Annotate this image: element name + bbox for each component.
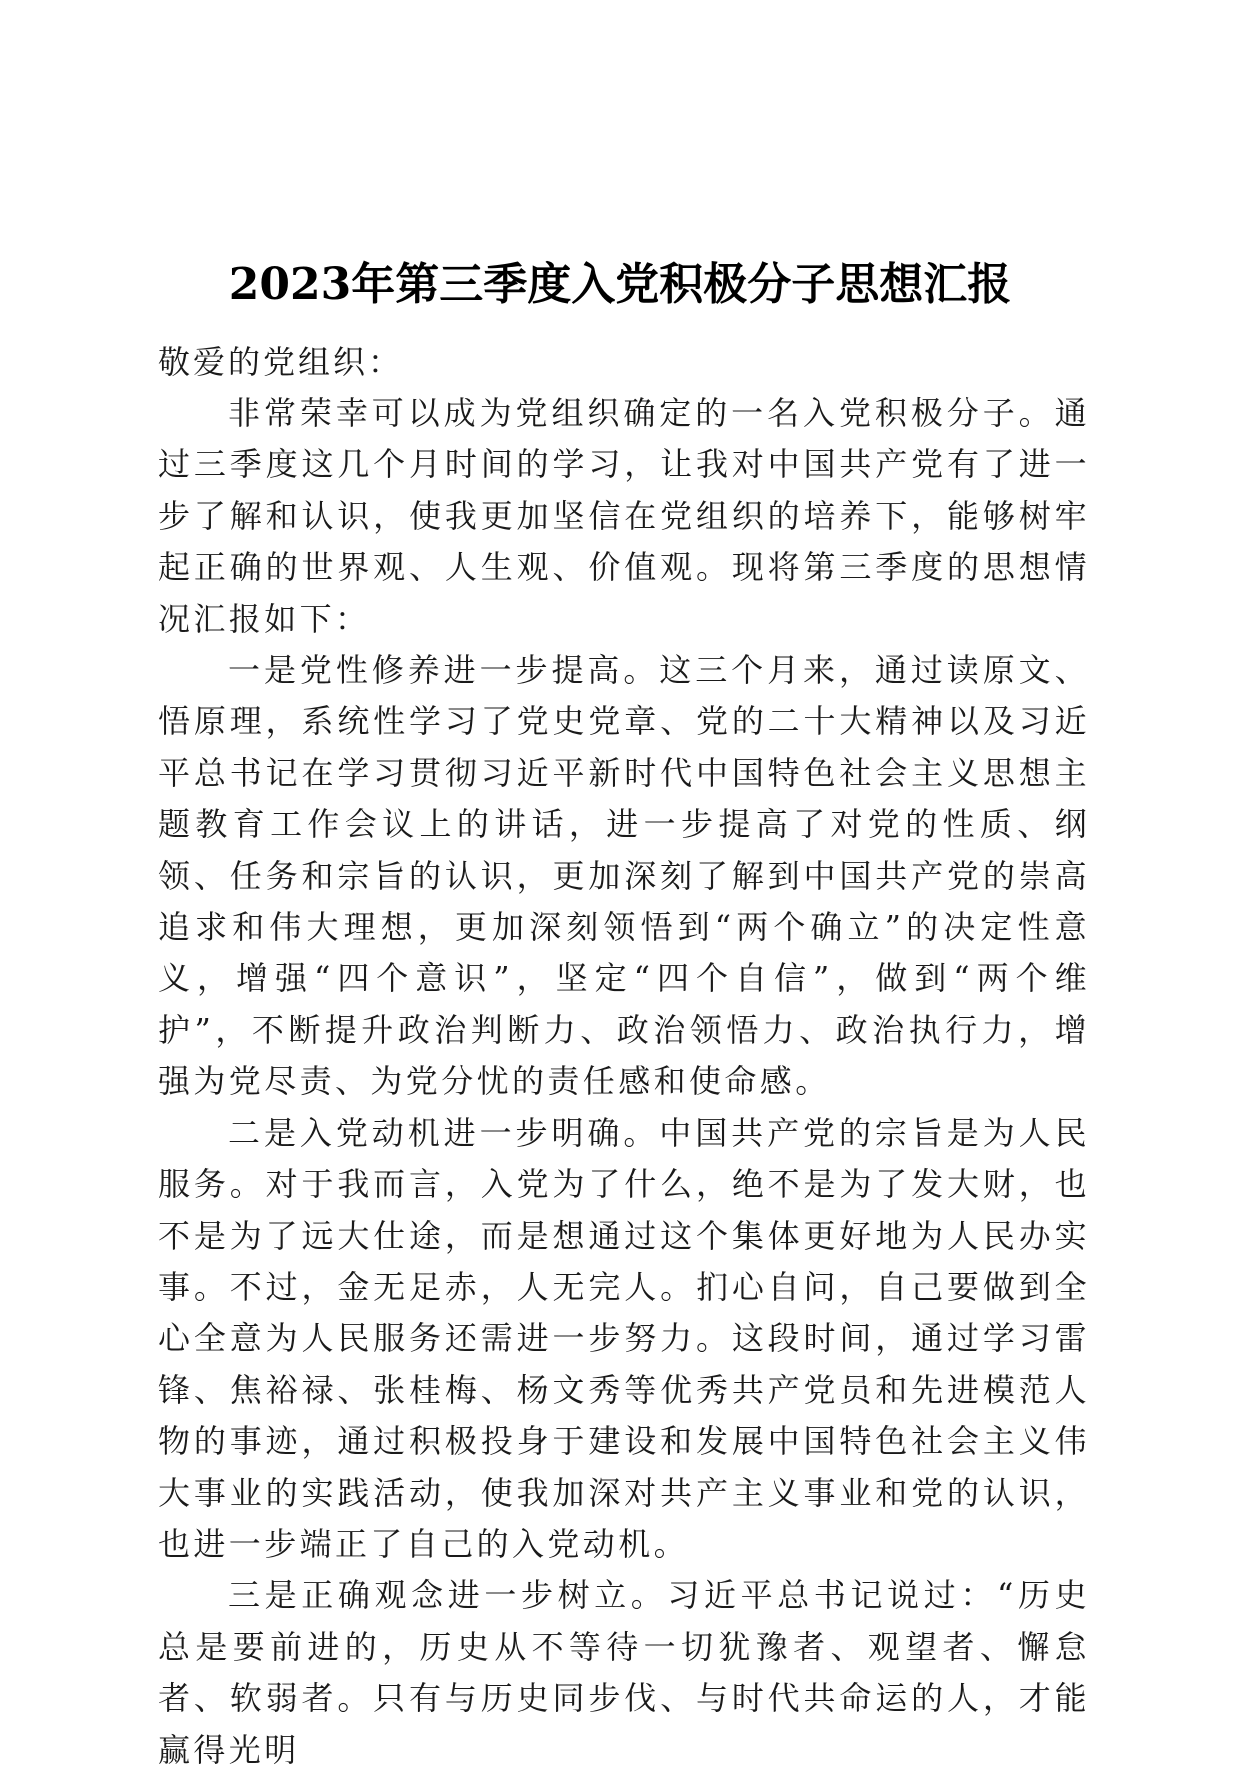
paragraph-party-spirit: 一是党性修养进一步提高。这三个月来，通过读原文、悟原理，系统性学习了党史党章、党的二十大精神以及习近平总书记在学习贯彻习近平新时代中国特色社会主义思想主题教育工作会议上的讲话，进一步提高了对党的性质、纲领、任务和宗旨的认识，更加深刻了解到中国共产党的崇高追求和伟大理想，更加深刻领悟到“两个确立”的决定性意义，增强“四个意识”，坚定“四个自信”，做到“两个维护”，不断提升政治判断力、政治领悟力、政治执行力，增强为党尽责、为党分忧的责任感和使命感。 xyxy=(158,651,1090,1101)
paragraph-correct-concepts: 三是正确观念进一步树立。习近平总书记说过：“历史总是要前进的，历史从不等待一切犹豫者、观望者、懈怠者、软弱者。只有与历史同步伐、与时代共命运的人，才能赢得光明 xyxy=(158,1576,1090,1769)
paragraph-intro: 非常荣幸可以成为党组织确定的一名入党积极分子。通过三季度这几个月时间的学习，让我对中国共产党有了进一步了解和认识，使我更加坚信在党组织的培养下，能够树牢起正确的世界观、人生观、价值观。现将第三季度的思想情况汇报如下： xyxy=(158,394,1090,638)
paragraph-motivation: 二是入党动机进一步明确。中国共产党的宗旨是为人民服务。对于我而言，入党为了什么，绝不是为了发大财，也不是为了远大仕途，而是想通过这个集体更好地为人民办实事。不过，金无足赤，人无完人。扪心自问，自己要做到全心全意为人民服务还需进一步努力。这段时间，通过学习雷锋、焦裕禄、张桂梅、杨文秀等优秀共产党员和先进模范人物的事迹，通过积极投身于建设和发展中国特色社会主义伟大事业的实践活动，使我加深对共产主义事业和党的认识，也进一步端正了自己的入党动机。 xyxy=(158,1113,1090,1563)
salutation: 敬爱的党组织： xyxy=(158,343,404,381)
document-body xyxy=(158,337,1090,1776)
document-title: 2023年第三季度入党积极分子思想汇报 xyxy=(228,259,1012,311)
